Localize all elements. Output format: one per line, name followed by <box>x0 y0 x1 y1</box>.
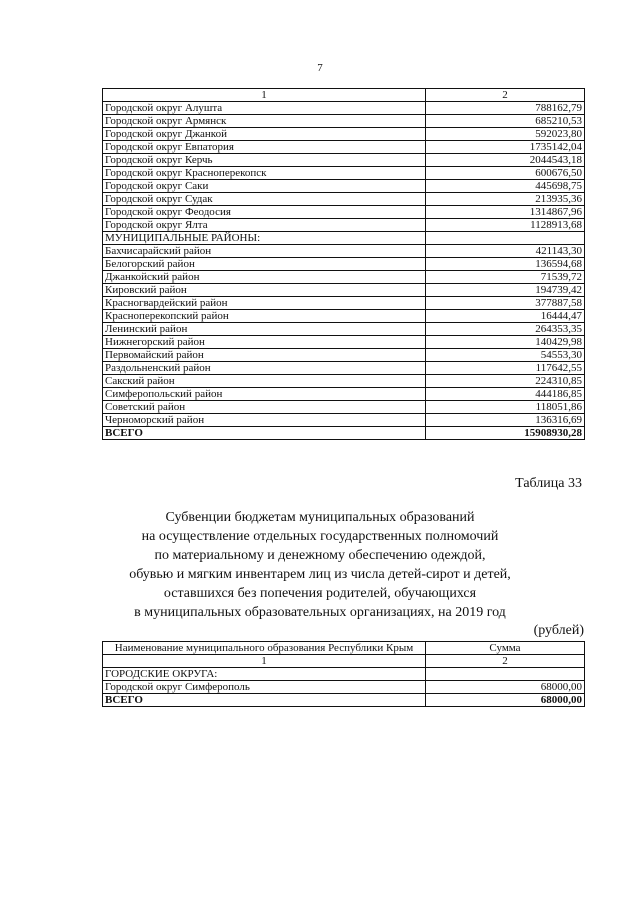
table-row <box>103 336 585 349</box>
table-row <box>103 388 585 401</box>
municipality-name: Городской округ Феодосия <box>103 206 426 219</box>
amount-cell: 136316,69 <box>426 414 585 427</box>
table-row <box>103 401 585 414</box>
amount-cell: 685210,53 <box>426 115 585 128</box>
table-row <box>103 141 585 154</box>
table-row <box>103 297 585 310</box>
amount-cell: 444186,85 <box>426 388 585 401</box>
total-amount: 15908930,28 <box>426 427 585 440</box>
table-row <box>103 206 585 219</box>
amount-cell: 1128913,68 <box>426 219 585 232</box>
empty-cell <box>426 668 585 681</box>
column-number-2: 2 <box>426 89 585 102</box>
column-number-row <box>103 655 585 668</box>
table-row <box>103 245 585 258</box>
column-number-1: 1 <box>103 89 426 102</box>
municipality-name: Городской округ Судак <box>103 193 426 206</box>
municipality-name: Симферопольский район <box>103 388 426 401</box>
municipality-name: Городской округ Евпатория <box>103 141 426 154</box>
amount-cell: 16444,47 <box>426 310 585 323</box>
municipality-name: Городской округ Симферополь <box>103 681 426 694</box>
table-row <box>103 258 585 271</box>
municipality-name: Городской округ Джанкой <box>103 128 426 141</box>
amount-cell <box>426 232 585 245</box>
table-row <box>103 128 585 141</box>
table-row <box>103 115 585 128</box>
total-row <box>103 427 585 440</box>
municipality-name: Сакский район <box>103 375 426 388</box>
municipality-name: Черноморский район <box>103 414 426 427</box>
municipality-name: Первомайский район <box>103 349 426 362</box>
table-row <box>103 323 585 336</box>
table-row <box>103 362 585 375</box>
municipality-name: Бахчисарайский район <box>103 245 426 258</box>
table-row <box>103 167 585 180</box>
amount-cell: 117642,55 <box>426 362 585 375</box>
municipality-name: Городской округ Ялта <box>103 219 426 232</box>
title-line: обувью и мягким инвентарем лиц из числа детей-сирот и детей, <box>129 567 511 582</box>
table-row <box>103 180 585 193</box>
section-row <box>103 668 585 681</box>
municipality-name: Красногвардейский район <box>103 297 426 310</box>
table-row <box>103 681 585 694</box>
table-row <box>103 284 585 297</box>
table-row <box>103 193 585 206</box>
table-header-row <box>103 642 585 655</box>
municipality-name: Городской округ Армянск <box>103 115 426 128</box>
column-header-name: Наименование муниципального образования Республики Крым <box>103 642 426 655</box>
table-row <box>103 219 585 232</box>
amount-cell: 2044543,18 <box>426 154 585 167</box>
amount-cell: 592023,80 <box>426 128 585 141</box>
table-row <box>103 271 585 284</box>
amount-cell: 377887,58 <box>426 297 585 310</box>
total-label: ВСЕГО <box>103 694 426 707</box>
municipality-name: Кировский район <box>103 284 426 297</box>
table-label: Таблица 33 <box>515 476 582 491</box>
table-row <box>103 375 585 388</box>
unit-label: (рублей) <box>533 623 584 638</box>
total-row <box>103 694 585 707</box>
page-number: 7 <box>317 62 323 74</box>
amount-cell: 118051,86 <box>426 401 585 414</box>
amount-cell: 71539,72 <box>426 271 585 284</box>
table-row <box>103 414 585 427</box>
table-title <box>0 508 640 622</box>
table-row <box>103 310 585 323</box>
amount-cell: 68000,00 <box>426 681 585 694</box>
municipality-name: Красноперекопский район <box>103 310 426 323</box>
amount-cell: 1314867,96 <box>426 206 585 219</box>
amount-cell: 194739,42 <box>426 284 585 297</box>
amount-cell: 600676,50 <box>426 167 585 180</box>
section-label: ГОРОДСКИЕ ОКРУГА: <box>103 668 426 681</box>
table-row <box>103 154 585 167</box>
table-row <box>103 349 585 362</box>
amount-cell: 136594,68 <box>426 258 585 271</box>
subsidy-table-continued <box>102 88 585 440</box>
amount-cell: 788162,79 <box>426 102 585 115</box>
municipality-name: Городской округ Красноперекопск <box>103 167 426 180</box>
amount-cell: 213935,36 <box>426 193 585 206</box>
column-number-2: 2 <box>426 655 585 668</box>
title-line: оставшихся без попечения родителей, обучающихся <box>163 586 477 601</box>
amount-cell: 445698,75 <box>426 180 585 193</box>
table-row <box>103 232 585 245</box>
amount-cell: 54553,30 <box>426 349 585 362</box>
subsidy-table-body <box>103 89 585 440</box>
amount-cell: 224310,85 <box>426 375 585 388</box>
amount-cell: 140429,98 <box>426 336 585 349</box>
table-row <box>103 102 585 115</box>
municipality-name: Джанкойский район <box>103 271 426 284</box>
municipality-name: Городской округ Керчь <box>103 154 426 167</box>
column-number-1: 1 <box>103 655 426 668</box>
column-header-sum: Сумма <box>426 642 585 655</box>
municipality-name: Белогорский район <box>103 258 426 271</box>
municipality-name: Раздольненский район <box>103 362 426 375</box>
municipality-name: МУНИЦИПАЛЬНЫЕ РАЙОНЫ: <box>103 232 426 245</box>
municipality-name: Ленинский район <box>103 323 426 336</box>
municipality-name: Городской округ Саки <box>103 180 426 193</box>
total-label: ВСЕГО <box>103 427 426 440</box>
municipality-name: Нижнегорский район <box>103 336 426 349</box>
amount-cell: 264353,35 <box>426 323 585 336</box>
amount-cell: 421143,30 <box>426 245 585 258</box>
table-33 <box>102 641 585 707</box>
title-line: Субвенции бюджетам муниципальных образований <box>165 510 475 525</box>
title-line: на осуществление отдельных государственных полномочий <box>141 529 499 544</box>
title-line: в муниципальных образовательных организациях, на 2019 год <box>134 605 506 620</box>
table-header-row <box>103 89 585 102</box>
amount-cell: 1735142,04 <box>426 141 585 154</box>
total-amount: 68000,00 <box>426 694 585 707</box>
municipality-name: Городской округ Алушта <box>103 102 426 115</box>
municipality-name: Советский район <box>103 401 426 414</box>
title-line: по материальному и денежному обеспечению одеждой, <box>154 548 486 563</box>
